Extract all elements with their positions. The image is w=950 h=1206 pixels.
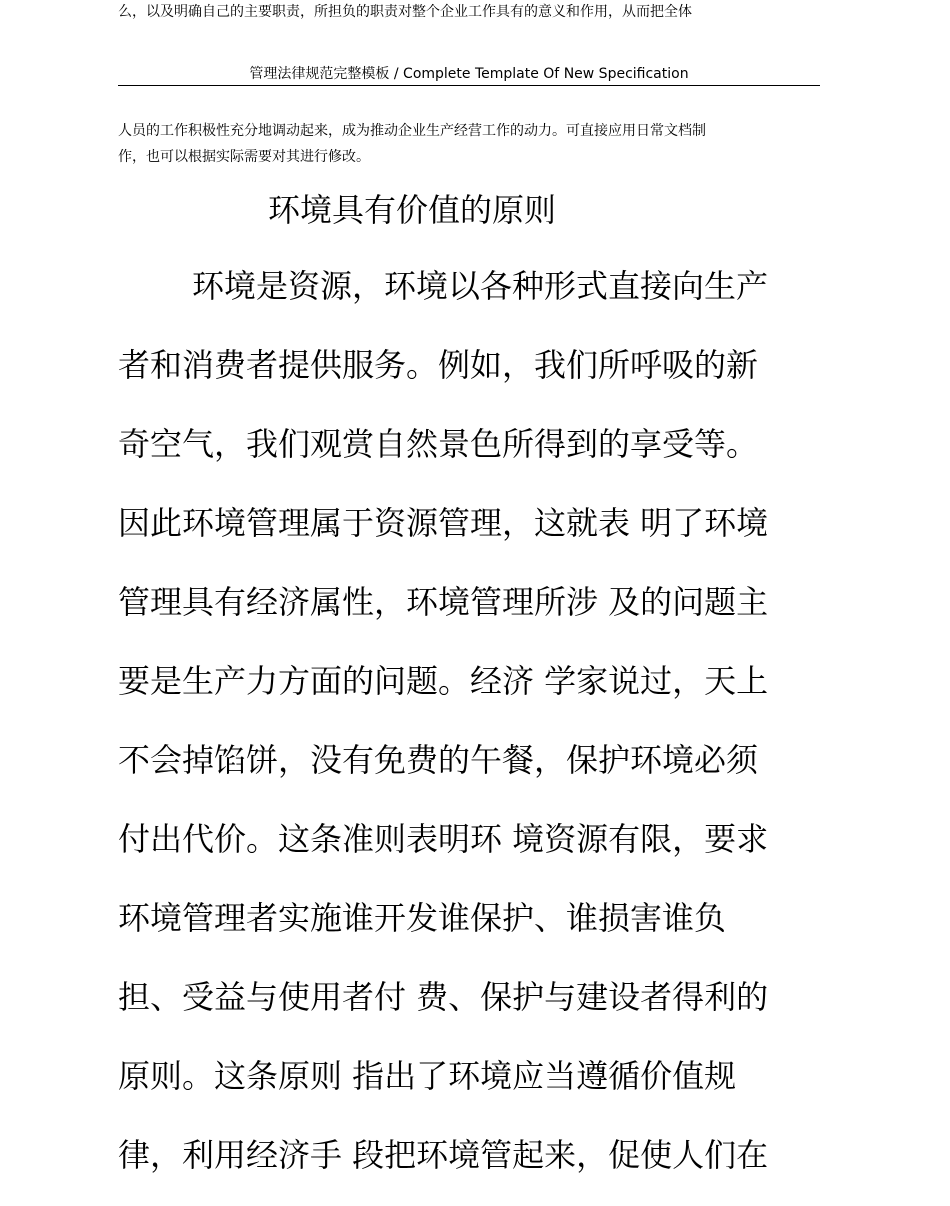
body-line: 不会掉馅饼，没有免费的午餐，保护环境必须 xyxy=(118,741,759,779)
body-line: 原则。这条原则 指出了环境应当遵循价值规 xyxy=(118,1057,737,1095)
body-line: 环境管理者实施谁开发谁保护、谁损害谁负 xyxy=(118,899,727,937)
section-title: 环境具有价值的原则 xyxy=(268,191,557,229)
body-paragraph xyxy=(118,258,823,1206)
body-line: 律，利用经济手 段把环境管起来，促使人们在 xyxy=(118,1136,769,1174)
intro-paragraph xyxy=(118,118,820,170)
intro-line: 作，也可以根据实际需要对其进行修改。 xyxy=(118,149,370,165)
body-line: 管理具有经济属性，环境管理所涉 及的问题主 xyxy=(118,583,769,621)
body-line: 奇空气，我们观赏自然景色所得到的享受等。 xyxy=(118,425,759,463)
body-line: 付出代价。这条准则表明环 境资源有限，要求 xyxy=(118,820,769,858)
body-line: 担、受益与使用者付 费、保护与建设者得利的 xyxy=(118,978,769,1016)
running-header: 管理法律规范完整模板 / Complete Template Of New Specification xyxy=(249,66,689,82)
body-line: 者和消费者提供服务。例如，我们所呼吸的新 xyxy=(118,346,759,384)
previous-page-fragment: 么，以及明确自己的主要职责，所担负的职责对整个企业工作具有的意义和作用，从而把全体 xyxy=(118,4,692,20)
body-line: 要是生产力方面的问题。经济 学家说过，天上 xyxy=(118,662,769,700)
intro-line: 人员的工作积极性充分地调动起来，成为推动企业生产经营工作的动力。可直接应用日常文档制 xyxy=(118,123,706,139)
body-line: 因此环境管理属于资源管理，这就表 明了环境 xyxy=(118,504,769,542)
header-divider xyxy=(118,85,820,86)
body-line: 环境是资源，环境以各种形式直接向生产 xyxy=(192,267,769,305)
